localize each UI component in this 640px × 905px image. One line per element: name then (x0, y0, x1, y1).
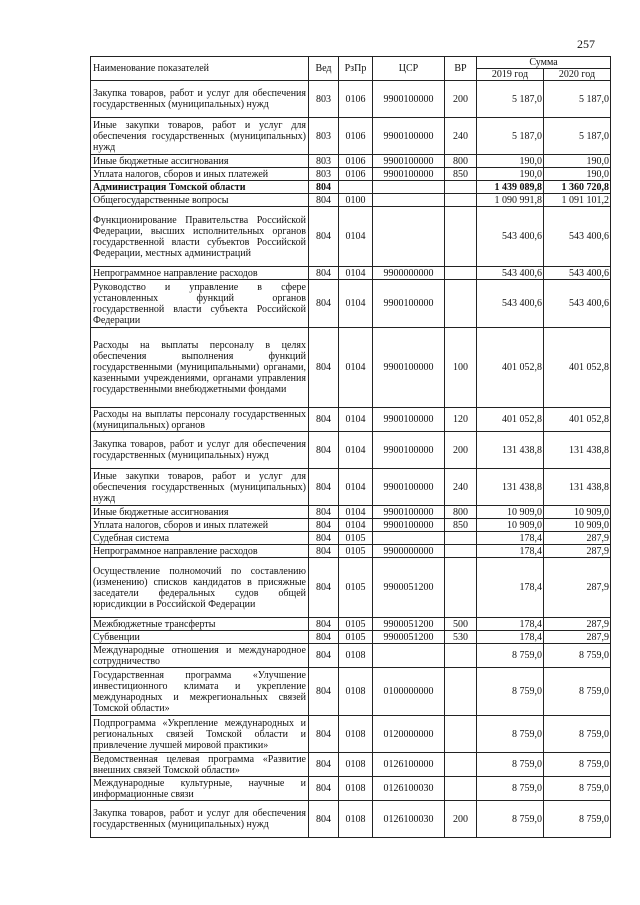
table-row (91, 181, 611, 194)
budget-table (90, 56, 611, 838)
row-vr (445, 267, 477, 280)
row-csr: 9900051200 (373, 631, 445, 644)
row-sum-2020: 543 400,6 (544, 267, 611, 280)
row-vr: 200 (445, 432, 477, 469)
row-sum-2020: 543 400,6 (544, 280, 611, 328)
row-sum-2019: 10 909,0 (477, 519, 544, 532)
row-rzpr: 0106 (339, 118, 373, 155)
table-row (91, 155, 611, 168)
row-name: Закупка товаров, работ и услуг для обеспечения государственных (муниципальных) нужд (91, 801, 309, 838)
row-sum-2020: 5 187,0 (544, 81, 611, 118)
row-sum-2019: 131 438,8 (477, 432, 544, 469)
table-row (91, 267, 611, 280)
table-row (91, 168, 611, 181)
row-sum-2019: 178,4 (477, 558, 544, 618)
row-rzpr: 0104 (339, 280, 373, 328)
row-csr: 9900000000 (373, 545, 445, 558)
row-rzpr: 0104 (339, 432, 373, 469)
row-name: Функционирование Правительства Российской Федерации, высших исполнительных органов государственной власти субъектов Российской Федерации, местных администраций (91, 207, 309, 267)
row-name: Руководство и управление в сфере установленных функций органов государственной власти субъекта Российской Федерации (91, 280, 309, 328)
row-sum-2020: 401 052,8 (544, 408, 611, 432)
row-sum-2020: 10 909,0 (544, 506, 611, 519)
row-name: Непрограммное направление расходов (91, 545, 309, 558)
row-sum-2020: 131 438,8 (544, 469, 611, 506)
row-csr: 0126100000 (373, 753, 445, 777)
row-rzpr: 0106 (339, 168, 373, 181)
row-name: Уплата налогов, сборов и иных платежей (91, 519, 309, 532)
table-row (91, 280, 611, 328)
row-sum-2019: 8 759,0 (477, 716, 544, 753)
row-ved: 804 (309, 801, 339, 838)
row-rzpr: 0105 (339, 545, 373, 558)
row-csr: 9900051200 (373, 618, 445, 631)
table-row (91, 801, 611, 838)
row-ved: 804 (309, 469, 339, 506)
row-rzpr: 0106 (339, 81, 373, 118)
row-name: Межбюджетные трансферты (91, 618, 309, 631)
row-name: Иные закупки товаров, работ и услуг для обеспечения государственных (муниципальных) нужд (91, 118, 309, 155)
row-name: Осуществление полномочий по составлению (изменению) списков кандидатов в присяжные заседатели федеральных судов общей юрисдикции в Российской Федерации (91, 558, 309, 618)
header-sum: Сумма (477, 57, 611, 69)
row-ved: 804 (309, 181, 339, 194)
row-sum-2020: 287,9 (544, 618, 611, 631)
row-sum-2020: 287,9 (544, 532, 611, 545)
row-rzpr: 0104 (339, 207, 373, 267)
row-sum-2019: 178,4 (477, 532, 544, 545)
row-ved: 804 (309, 558, 339, 618)
row-csr: 9900100000 (373, 519, 445, 532)
table-row (91, 644, 611, 668)
header-ved: Вед (309, 57, 339, 81)
row-rzpr: 0104 (339, 328, 373, 408)
row-sum-2019: 8 759,0 (477, 644, 544, 668)
row-vr: 200 (445, 801, 477, 838)
row-name: Общегосударственные вопросы (91, 194, 309, 207)
row-sum-2020: 8 759,0 (544, 801, 611, 838)
table-row (91, 81, 611, 118)
row-name: Государственная программа «Улучшение инвестиционного климата и укрепление международных и межрегиональных связей Томской области» (91, 668, 309, 716)
row-vr: 500 (445, 618, 477, 631)
row-csr: 9900100000 (373, 469, 445, 506)
row-sum-2019: 178,4 (477, 631, 544, 644)
row-vr: 800 (445, 506, 477, 519)
row-rzpr: 0104 (339, 267, 373, 280)
row-rzpr: 0105 (339, 631, 373, 644)
row-sum-2019: 543 400,6 (477, 280, 544, 328)
row-rzpr: 0106 (339, 155, 373, 168)
row-ved: 804 (309, 777, 339, 801)
row-csr: 9900100000 (373, 81, 445, 118)
row-csr: 9900051200 (373, 558, 445, 618)
row-sum-2019: 190,0 (477, 168, 544, 181)
row-rzpr: 0105 (339, 532, 373, 545)
table-row (91, 328, 611, 408)
row-vr (445, 194, 477, 207)
row-rzpr: 0108 (339, 644, 373, 668)
row-sum-2019: 543 400,6 (477, 207, 544, 267)
row-vr (445, 280, 477, 328)
row-vr: 850 (445, 168, 477, 181)
row-csr: 9900100000 (373, 118, 445, 155)
row-name: Иные бюджетные ассигнования (91, 506, 309, 519)
row-ved: 804 (309, 631, 339, 644)
row-ved: 803 (309, 118, 339, 155)
row-csr: 9900100000 (373, 328, 445, 408)
row-name: Расходы на выплаты персоналу в целях обеспечения выполнения функций государственными (муниципальными) органами, казенными учреждениями, органами управления государственными внебюджетными фондами (91, 328, 309, 408)
row-rzpr: 0108 (339, 777, 373, 801)
row-vr (445, 668, 477, 716)
row-csr (373, 644, 445, 668)
row-vr: 800 (445, 155, 477, 168)
row-ved: 804 (309, 668, 339, 716)
table-row (91, 753, 611, 777)
row-vr: 240 (445, 118, 477, 155)
row-ved: 804 (309, 506, 339, 519)
header-vr: ВР (445, 57, 477, 81)
table-row (91, 716, 611, 753)
row-vr (445, 545, 477, 558)
row-vr (445, 644, 477, 668)
row-csr: 0126100030 (373, 801, 445, 838)
row-vr: 240 (445, 469, 477, 506)
row-sum-2019: 8 759,0 (477, 668, 544, 716)
row-name: Закупка товаров, работ и услуг для обеспечения государственных (муниципальных) нужд (91, 432, 309, 469)
row-sum-2020: 8 759,0 (544, 668, 611, 716)
row-name: Субвенции (91, 631, 309, 644)
row-csr: 9900100000 (373, 432, 445, 469)
row-vr: 850 (445, 519, 477, 532)
row-vr (445, 181, 477, 194)
row-name: Международные культурные, научные и информационные связи (91, 777, 309, 801)
row-sum-2019: 178,4 (477, 618, 544, 631)
row-csr: 9900100000 (373, 506, 445, 519)
table-row (91, 545, 611, 558)
row-sum-2020: 131 438,8 (544, 432, 611, 469)
row-ved: 804 (309, 194, 339, 207)
row-sum-2020: 8 759,0 (544, 644, 611, 668)
row-vr (445, 777, 477, 801)
row-csr: 0100000000 (373, 668, 445, 716)
row-sum-2019: 131 438,8 (477, 469, 544, 506)
row-name: Закупка товаров, работ и услуг для обеспечения государственных (муниципальных) нужд (91, 81, 309, 118)
row-sum-2019: 543 400,6 (477, 267, 544, 280)
row-csr: 9900100000 (373, 408, 445, 432)
row-name: Международные отношения и международное сотрудничество (91, 644, 309, 668)
row-csr (373, 207, 445, 267)
row-sum-2019: 8 759,0 (477, 777, 544, 801)
row-csr (373, 194, 445, 207)
table-row (91, 668, 611, 716)
table-row (91, 532, 611, 545)
row-name: Расходы на выплаты персоналу государственных (муниципальных) органов (91, 408, 309, 432)
row-ved: 804 (309, 408, 339, 432)
table-row (91, 194, 611, 207)
header-year-2019: 2019 год (477, 69, 544, 81)
table-row (91, 558, 611, 618)
row-name: Ведомственная целевая программа «Развитие внешних связей Томской области» (91, 753, 309, 777)
table-row (91, 408, 611, 432)
row-sum-2020: 401 052,8 (544, 328, 611, 408)
row-sum-2019: 8 759,0 (477, 753, 544, 777)
row-rzpr: 0105 (339, 558, 373, 618)
table-header (91, 57, 611, 81)
row-csr (373, 181, 445, 194)
row-sum-2019: 401 052,8 (477, 408, 544, 432)
row-rzpr: 0100 (339, 194, 373, 207)
row-sum-2020: 8 759,0 (544, 716, 611, 753)
row-rzpr: 0104 (339, 408, 373, 432)
row-ved: 803 (309, 155, 339, 168)
row-rzpr: 0104 (339, 519, 373, 532)
row-rzpr: 0108 (339, 801, 373, 838)
row-name: Администрация Томской области (91, 181, 309, 194)
table-row (91, 469, 611, 506)
row-sum-2020: 8 759,0 (544, 753, 611, 777)
row-sum-2019: 8 759,0 (477, 801, 544, 838)
row-ved: 804 (309, 207, 339, 267)
row-name: Подпрограмма «Укрепление международных и региональных связей Томской области и привлечение лучшей мировой практики» (91, 716, 309, 753)
row-vr: 200 (445, 81, 477, 118)
row-sum-2019: 178,4 (477, 545, 544, 558)
row-vr: 120 (445, 408, 477, 432)
row-name: Иные закупки товаров, работ и услуг для обеспечения государственных (муниципальных) нужд (91, 469, 309, 506)
row-sum-2019: 190,0 (477, 155, 544, 168)
row-sum-2019: 401 052,8 (477, 328, 544, 408)
row-csr (373, 532, 445, 545)
row-vr (445, 716, 477, 753)
table-row (91, 207, 611, 267)
row-ved: 804 (309, 328, 339, 408)
row-csr: 9900100000 (373, 280, 445, 328)
row-rzpr: 0104 (339, 506, 373, 519)
table-body (91, 81, 611, 838)
row-csr: 9900000000 (373, 267, 445, 280)
row-ved: 803 (309, 81, 339, 118)
header-name: Наименование показателей (91, 57, 309, 81)
row-sum-2019: 5 187,0 (477, 81, 544, 118)
row-sum-2020: 5 187,0 (544, 118, 611, 155)
row-name: Иные бюджетные ассигнования (91, 155, 309, 168)
row-vr: 530 (445, 631, 477, 644)
row-ved: 804 (309, 545, 339, 558)
row-rzpr: 0108 (339, 668, 373, 716)
header-year-2020: 2020 год (544, 69, 611, 81)
row-csr: 9900100000 (373, 168, 445, 181)
row-ved: 804 (309, 532, 339, 545)
row-sum-2019: 1 090 991,8 (477, 194, 544, 207)
table-row (91, 519, 611, 532)
row-sum-2020: 190,0 (544, 168, 611, 181)
table-row (91, 432, 611, 469)
row-sum-2020: 10 909,0 (544, 519, 611, 532)
row-name: Судебная система (91, 532, 309, 545)
table-row (91, 618, 611, 631)
page-number: 257 (577, 37, 595, 51)
row-sum-2020: 1 091 101,2 (544, 194, 611, 207)
row-ved: 804 (309, 432, 339, 469)
table-row (91, 118, 611, 155)
row-sum-2020: 8 759,0 (544, 777, 611, 801)
row-csr: 0126100030 (373, 777, 445, 801)
row-ved: 804 (309, 618, 339, 631)
row-sum-2019: 10 909,0 (477, 506, 544, 519)
row-sum-2019: 5 187,0 (477, 118, 544, 155)
row-vr (445, 207, 477, 267)
row-sum-2019: 1 439 089,8 (477, 181, 544, 194)
row-ved: 804 (309, 267, 339, 280)
row-sum-2020: 543 400,6 (544, 207, 611, 267)
row-rzpr: 0108 (339, 753, 373, 777)
row-ved: 803 (309, 168, 339, 181)
row-rzpr: 0104 (339, 469, 373, 506)
row-sum-2020: 190,0 (544, 155, 611, 168)
row-rzpr (339, 181, 373, 194)
row-ved: 804 (309, 753, 339, 777)
row-csr: 0120000000 (373, 716, 445, 753)
table-row (91, 631, 611, 644)
table-row (91, 777, 611, 801)
header-csr: ЦСР (373, 57, 445, 81)
row-ved: 804 (309, 280, 339, 328)
row-sum-2020: 287,9 (544, 545, 611, 558)
row-sum-2020: 287,9 (544, 631, 611, 644)
row-vr (445, 753, 477, 777)
row-name: Уплата налогов, сборов и иных платежей (91, 168, 309, 181)
row-sum-2020: 1 360 720,8 (544, 181, 611, 194)
row-name: Непрограммное направление расходов (91, 267, 309, 280)
table-row (91, 506, 611, 519)
row-ved: 804 (309, 519, 339, 532)
row-sum-2020: 287,9 (544, 558, 611, 618)
row-ved: 804 (309, 716, 339, 753)
row-csr: 9900100000 (373, 155, 445, 168)
row-vr (445, 532, 477, 545)
row-rzpr: 0105 (339, 618, 373, 631)
header-rzpr: РзПр (339, 57, 373, 81)
row-vr (445, 558, 477, 618)
row-vr: 100 (445, 328, 477, 408)
row-ved: 804 (309, 644, 339, 668)
row-rzpr: 0108 (339, 716, 373, 753)
